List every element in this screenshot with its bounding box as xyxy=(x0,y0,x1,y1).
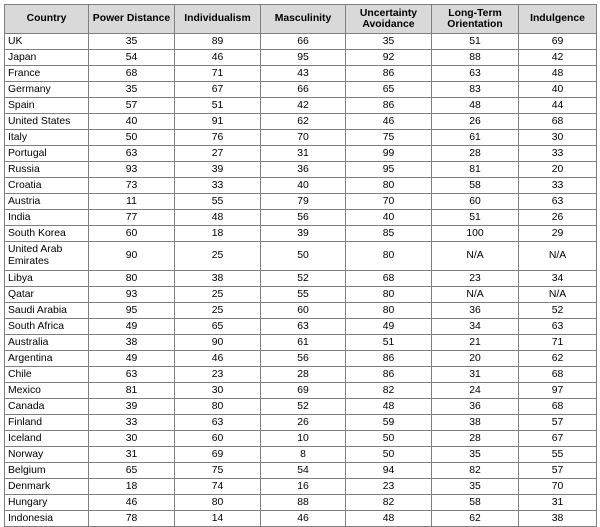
value-cell-power-distance: 80 xyxy=(89,271,175,287)
column-header-power-distance: Power Distance xyxy=(89,5,175,34)
value-cell-individualism: 46 xyxy=(175,50,261,66)
value-cell-uncertainty-avoidance: 50 xyxy=(346,447,432,463)
value-cell-uncertainty-avoidance: 48 xyxy=(346,399,432,415)
country-cell: Croatia xyxy=(5,178,89,194)
value-cell-masculinity: 69 xyxy=(261,383,346,399)
value-cell-uncertainty-avoidance: 80 xyxy=(346,242,432,271)
table-row xyxy=(5,210,597,226)
country-cell: Italy xyxy=(5,130,89,146)
country-cell: South Africa xyxy=(5,319,89,335)
value-cell-individualism: 91 xyxy=(175,114,261,130)
value-cell-long-term-orientation: 100 xyxy=(432,226,519,242)
value-cell-indulgence: 71 xyxy=(519,335,597,351)
table-row xyxy=(5,242,597,271)
country-cell: India xyxy=(5,210,89,226)
value-cell-long-term-orientation: 58 xyxy=(432,495,519,511)
value-cell-long-term-orientation: 34 xyxy=(432,319,519,335)
country-cell: Australia xyxy=(5,335,89,351)
table-row xyxy=(5,178,597,194)
value-cell-indulgence: 33 xyxy=(519,178,597,194)
value-cell-uncertainty-avoidance: 92 xyxy=(346,50,432,66)
table-row xyxy=(5,130,597,146)
table-row xyxy=(5,287,597,303)
value-cell-indulgence: 68 xyxy=(519,399,597,415)
value-cell-individualism: 60 xyxy=(175,431,261,447)
value-cell-indulgence: 57 xyxy=(519,415,597,431)
table-row xyxy=(5,447,597,463)
value-cell-long-term-orientation: 82 xyxy=(432,463,519,479)
column-header-uncertainty-avoidance: Uncertainty Avoidance xyxy=(346,5,432,34)
column-header-indulgence: Indulgence xyxy=(519,5,597,34)
column-header-masculinity: Masculinity xyxy=(261,5,346,34)
country-cell: Hungary xyxy=(5,495,89,511)
value-cell-long-term-orientation: 23 xyxy=(432,271,519,287)
value-cell-indulgence: 68 xyxy=(519,114,597,130)
value-cell-indulgence: 33 xyxy=(519,146,597,162)
table-row xyxy=(5,226,597,242)
column-header-long-term-orientation: Long-Term Orientation xyxy=(432,5,519,34)
value-cell-individualism: 89 xyxy=(175,34,261,50)
value-cell-individualism: 80 xyxy=(175,399,261,415)
country-cell: Belgium xyxy=(5,463,89,479)
value-cell-indulgence: 29 xyxy=(519,226,597,242)
value-cell-power-distance: 95 xyxy=(89,303,175,319)
value-cell-power-distance: 31 xyxy=(89,447,175,463)
value-cell-masculinity: 52 xyxy=(261,271,346,287)
table-row xyxy=(5,335,597,351)
value-cell-individualism: 51 xyxy=(175,98,261,114)
value-cell-power-distance: 78 xyxy=(89,511,175,527)
value-cell-power-distance: 35 xyxy=(89,34,175,50)
value-cell-long-term-orientation: 81 xyxy=(432,162,519,178)
country-cell: Canada xyxy=(5,399,89,415)
value-cell-power-distance: 60 xyxy=(89,226,175,242)
country-cell: Japan xyxy=(5,50,89,66)
value-cell-long-term-orientation: N/A xyxy=(432,242,519,271)
value-cell-long-term-orientation: 63 xyxy=(432,66,519,82)
value-cell-uncertainty-avoidance: 68 xyxy=(346,271,432,287)
value-cell-masculinity: 28 xyxy=(261,367,346,383)
country-cell: Chile xyxy=(5,367,89,383)
table-row xyxy=(5,66,597,82)
value-cell-power-distance: 77 xyxy=(89,210,175,226)
value-cell-long-term-orientation: N/A xyxy=(432,287,519,303)
country-cell: UK xyxy=(5,34,89,50)
value-cell-long-term-orientation: 24 xyxy=(432,383,519,399)
value-cell-indulgence: N/A xyxy=(519,287,597,303)
value-cell-long-term-orientation: 51 xyxy=(432,34,519,50)
value-cell-indulgence: 44 xyxy=(519,98,597,114)
table-row xyxy=(5,367,597,383)
value-cell-power-distance: 11 xyxy=(89,194,175,210)
value-cell-masculinity: 43 xyxy=(261,66,346,82)
value-cell-individualism: 39 xyxy=(175,162,261,178)
value-cell-long-term-orientation: 51 xyxy=(432,210,519,226)
value-cell-uncertainty-avoidance: 99 xyxy=(346,146,432,162)
value-cell-uncertainty-avoidance: 65 xyxy=(346,82,432,98)
country-cell: Qatar xyxy=(5,287,89,303)
value-cell-power-distance: 63 xyxy=(89,146,175,162)
value-cell-masculinity: 60 xyxy=(261,303,346,319)
value-cell-indulgence: 20 xyxy=(519,162,597,178)
value-cell-long-term-orientation: 26 xyxy=(432,114,519,130)
value-cell-masculinity: 55 xyxy=(261,287,346,303)
value-cell-power-distance: 65 xyxy=(89,463,175,479)
value-cell-power-distance: 68 xyxy=(89,66,175,82)
value-cell-power-distance: 81 xyxy=(89,383,175,399)
value-cell-long-term-orientation: 48 xyxy=(432,98,519,114)
table-row xyxy=(5,399,597,415)
value-cell-masculinity: 10 xyxy=(261,431,346,447)
country-cell: United States xyxy=(5,114,89,130)
table-row xyxy=(5,303,597,319)
value-cell-individualism: 23 xyxy=(175,367,261,383)
value-cell-uncertainty-avoidance: 23 xyxy=(346,479,432,495)
value-cell-masculinity: 70 xyxy=(261,130,346,146)
table-body xyxy=(5,34,597,527)
value-cell-indulgence: 52 xyxy=(519,303,597,319)
value-cell-indulgence: 63 xyxy=(519,319,597,335)
value-cell-masculinity: 8 xyxy=(261,447,346,463)
table-row xyxy=(5,415,597,431)
value-cell-long-term-orientation: 28 xyxy=(432,431,519,447)
value-cell-long-term-orientation: 31 xyxy=(432,367,519,383)
value-cell-masculinity: 50 xyxy=(261,242,346,271)
value-cell-power-distance: 49 xyxy=(89,351,175,367)
value-cell-power-distance: 73 xyxy=(89,178,175,194)
value-cell-power-distance: 39 xyxy=(89,399,175,415)
value-cell-individualism: 25 xyxy=(175,242,261,271)
value-cell-masculinity: 66 xyxy=(261,34,346,50)
value-cell-uncertainty-avoidance: 82 xyxy=(346,495,432,511)
value-cell-masculinity: 40 xyxy=(261,178,346,194)
table-row xyxy=(5,50,597,66)
country-cell: United Arab Emirates xyxy=(5,242,89,271)
value-cell-individualism: 38 xyxy=(175,271,261,287)
value-cell-masculinity: 54 xyxy=(261,463,346,479)
column-header-individualism: Individualism xyxy=(175,5,261,34)
value-cell-uncertainty-avoidance: 48 xyxy=(346,511,432,527)
value-cell-indulgence: 38 xyxy=(519,511,597,527)
table-row xyxy=(5,383,597,399)
value-cell-long-term-orientation: 28 xyxy=(432,146,519,162)
value-cell-long-term-orientation: 60 xyxy=(432,194,519,210)
header-row xyxy=(5,5,597,34)
value-cell-indulgence: 30 xyxy=(519,130,597,146)
value-cell-uncertainty-avoidance: 75 xyxy=(346,130,432,146)
country-cell: Finland xyxy=(5,415,89,431)
country-cell: Portugal xyxy=(5,146,89,162)
value-cell-power-distance: 90 xyxy=(89,242,175,271)
value-cell-masculinity: 63 xyxy=(261,319,346,335)
value-cell-uncertainty-avoidance: 85 xyxy=(346,226,432,242)
table-row xyxy=(5,479,597,495)
table-row xyxy=(5,146,597,162)
table-row xyxy=(5,495,597,511)
country-cell: Denmark xyxy=(5,479,89,495)
value-cell-long-term-orientation: 35 xyxy=(432,447,519,463)
value-cell-masculinity: 31 xyxy=(261,146,346,162)
value-cell-uncertainty-avoidance: 70 xyxy=(346,194,432,210)
value-cell-long-term-orientation: 62 xyxy=(432,511,519,527)
value-cell-long-term-orientation: 35 xyxy=(432,479,519,495)
value-cell-indulgence: 26 xyxy=(519,210,597,226)
country-cell: France xyxy=(5,66,89,82)
value-cell-individualism: 48 xyxy=(175,210,261,226)
country-cell: Mexico xyxy=(5,383,89,399)
table-row xyxy=(5,162,597,178)
table-row xyxy=(5,319,597,335)
country-cell: South Korea xyxy=(5,226,89,242)
table-row xyxy=(5,431,597,447)
value-cell-indulgence: 68 xyxy=(519,367,597,383)
value-cell-indulgence: 69 xyxy=(519,34,597,50)
value-cell-uncertainty-avoidance: 40 xyxy=(346,210,432,226)
value-cell-individualism: 80 xyxy=(175,495,261,511)
country-cell: Iceland xyxy=(5,431,89,447)
value-cell-individualism: 25 xyxy=(175,287,261,303)
value-cell-masculinity: 62 xyxy=(261,114,346,130)
value-cell-uncertainty-avoidance: 82 xyxy=(346,383,432,399)
value-cell-uncertainty-avoidance: 59 xyxy=(346,415,432,431)
value-cell-power-distance: 63 xyxy=(89,367,175,383)
value-cell-long-term-orientation: 38 xyxy=(432,415,519,431)
country-cell: Indonesia xyxy=(5,511,89,527)
table-row xyxy=(5,463,597,479)
value-cell-individualism: 18 xyxy=(175,226,261,242)
value-cell-power-distance: 18 xyxy=(89,479,175,495)
country-cell: Argentina xyxy=(5,351,89,367)
value-cell-long-term-orientation: 36 xyxy=(432,303,519,319)
value-cell-power-distance: 38 xyxy=(89,335,175,351)
value-cell-individualism: 67 xyxy=(175,82,261,98)
value-cell-individualism: 76 xyxy=(175,130,261,146)
value-cell-individualism: 27 xyxy=(175,146,261,162)
value-cell-individualism: 74 xyxy=(175,479,261,495)
value-cell-indulgence: 67 xyxy=(519,431,597,447)
value-cell-masculinity: 52 xyxy=(261,399,346,415)
value-cell-indulgence: N/A xyxy=(519,242,597,271)
value-cell-individualism: 63 xyxy=(175,415,261,431)
value-cell-power-distance: 93 xyxy=(89,162,175,178)
table-row xyxy=(5,98,597,114)
value-cell-uncertainty-avoidance: 86 xyxy=(346,367,432,383)
value-cell-indulgence: 40 xyxy=(519,82,597,98)
country-cell: Saudi Arabia xyxy=(5,303,89,319)
value-cell-long-term-orientation: 58 xyxy=(432,178,519,194)
value-cell-masculinity: 66 xyxy=(261,82,346,98)
value-cell-individualism: 75 xyxy=(175,463,261,479)
value-cell-individualism: 30 xyxy=(175,383,261,399)
value-cell-power-distance: 46 xyxy=(89,495,175,511)
value-cell-individualism: 46 xyxy=(175,351,261,367)
value-cell-long-term-orientation: 36 xyxy=(432,399,519,415)
value-cell-uncertainty-avoidance: 50 xyxy=(346,431,432,447)
value-cell-indulgence: 48 xyxy=(519,66,597,82)
table-row xyxy=(5,194,597,210)
value-cell-uncertainty-avoidance: 86 xyxy=(346,66,432,82)
value-cell-indulgence: 57 xyxy=(519,463,597,479)
country-cell: Spain xyxy=(5,98,89,114)
value-cell-masculinity: 39 xyxy=(261,226,346,242)
value-cell-masculinity: 26 xyxy=(261,415,346,431)
table-row xyxy=(5,34,597,50)
country-cell: Russia xyxy=(5,162,89,178)
value-cell-power-distance: 93 xyxy=(89,287,175,303)
country-cell: Libya xyxy=(5,271,89,287)
value-cell-masculinity: 16 xyxy=(261,479,346,495)
value-cell-indulgence: 55 xyxy=(519,447,597,463)
value-cell-masculinity: 95 xyxy=(261,50,346,66)
value-cell-long-term-orientation: 20 xyxy=(432,351,519,367)
table-row xyxy=(5,114,597,130)
value-cell-uncertainty-avoidance: 51 xyxy=(346,335,432,351)
value-cell-uncertainty-avoidance: 80 xyxy=(346,178,432,194)
column-header-country: Country xyxy=(5,5,89,34)
value-cell-indulgence: 97 xyxy=(519,383,597,399)
table-row xyxy=(5,511,597,527)
value-cell-indulgence: 42 xyxy=(519,50,597,66)
value-cell-individualism: 71 xyxy=(175,66,261,82)
value-cell-masculinity: 79 xyxy=(261,194,346,210)
value-cell-indulgence: 63 xyxy=(519,194,597,210)
hofstede-dimensions-table xyxy=(4,4,597,527)
country-cell: Germany xyxy=(5,82,89,98)
value-cell-individualism: 90 xyxy=(175,335,261,351)
table-header xyxy=(5,5,597,34)
table-row xyxy=(5,271,597,287)
value-cell-indulgence: 70 xyxy=(519,479,597,495)
value-cell-individualism: 55 xyxy=(175,194,261,210)
value-cell-individualism: 33 xyxy=(175,178,261,194)
value-cell-power-distance: 35 xyxy=(89,82,175,98)
value-cell-power-distance: 54 xyxy=(89,50,175,66)
country-cell: Norway xyxy=(5,447,89,463)
value-cell-indulgence: 31 xyxy=(519,495,597,511)
value-cell-long-term-orientation: 83 xyxy=(432,82,519,98)
value-cell-long-term-orientation: 21 xyxy=(432,335,519,351)
table-row xyxy=(5,82,597,98)
value-cell-power-distance: 30 xyxy=(89,431,175,447)
value-cell-masculinity: 56 xyxy=(261,210,346,226)
value-cell-uncertainty-avoidance: 49 xyxy=(346,319,432,335)
value-cell-individualism: 65 xyxy=(175,319,261,335)
value-cell-masculinity: 46 xyxy=(261,511,346,527)
value-cell-uncertainty-avoidance: 86 xyxy=(346,98,432,114)
value-cell-individualism: 69 xyxy=(175,447,261,463)
value-cell-power-distance: 40 xyxy=(89,114,175,130)
country-cell: Austria xyxy=(5,194,89,210)
value-cell-uncertainty-avoidance: 35 xyxy=(346,34,432,50)
value-cell-long-term-orientation: 88 xyxy=(432,50,519,66)
value-cell-power-distance: 49 xyxy=(89,319,175,335)
value-cell-long-term-orientation: 61 xyxy=(432,130,519,146)
value-cell-uncertainty-avoidance: 46 xyxy=(346,114,432,130)
value-cell-uncertainty-avoidance: 80 xyxy=(346,287,432,303)
value-cell-individualism: 14 xyxy=(175,511,261,527)
value-cell-uncertainty-avoidance: 95 xyxy=(346,162,432,178)
value-cell-uncertainty-avoidance: 86 xyxy=(346,351,432,367)
value-cell-indulgence: 62 xyxy=(519,351,597,367)
value-cell-masculinity: 42 xyxy=(261,98,346,114)
value-cell-power-distance: 33 xyxy=(89,415,175,431)
table-row xyxy=(5,351,597,367)
value-cell-power-distance: 57 xyxy=(89,98,175,114)
value-cell-uncertainty-avoidance: 80 xyxy=(346,303,432,319)
value-cell-indulgence: 34 xyxy=(519,271,597,287)
value-cell-masculinity: 36 xyxy=(261,162,346,178)
value-cell-uncertainty-avoidance: 94 xyxy=(346,463,432,479)
value-cell-masculinity: 88 xyxy=(261,495,346,511)
value-cell-masculinity: 56 xyxy=(261,351,346,367)
value-cell-power-distance: 50 xyxy=(89,130,175,146)
value-cell-individualism: 25 xyxy=(175,303,261,319)
value-cell-masculinity: 61 xyxy=(261,335,346,351)
